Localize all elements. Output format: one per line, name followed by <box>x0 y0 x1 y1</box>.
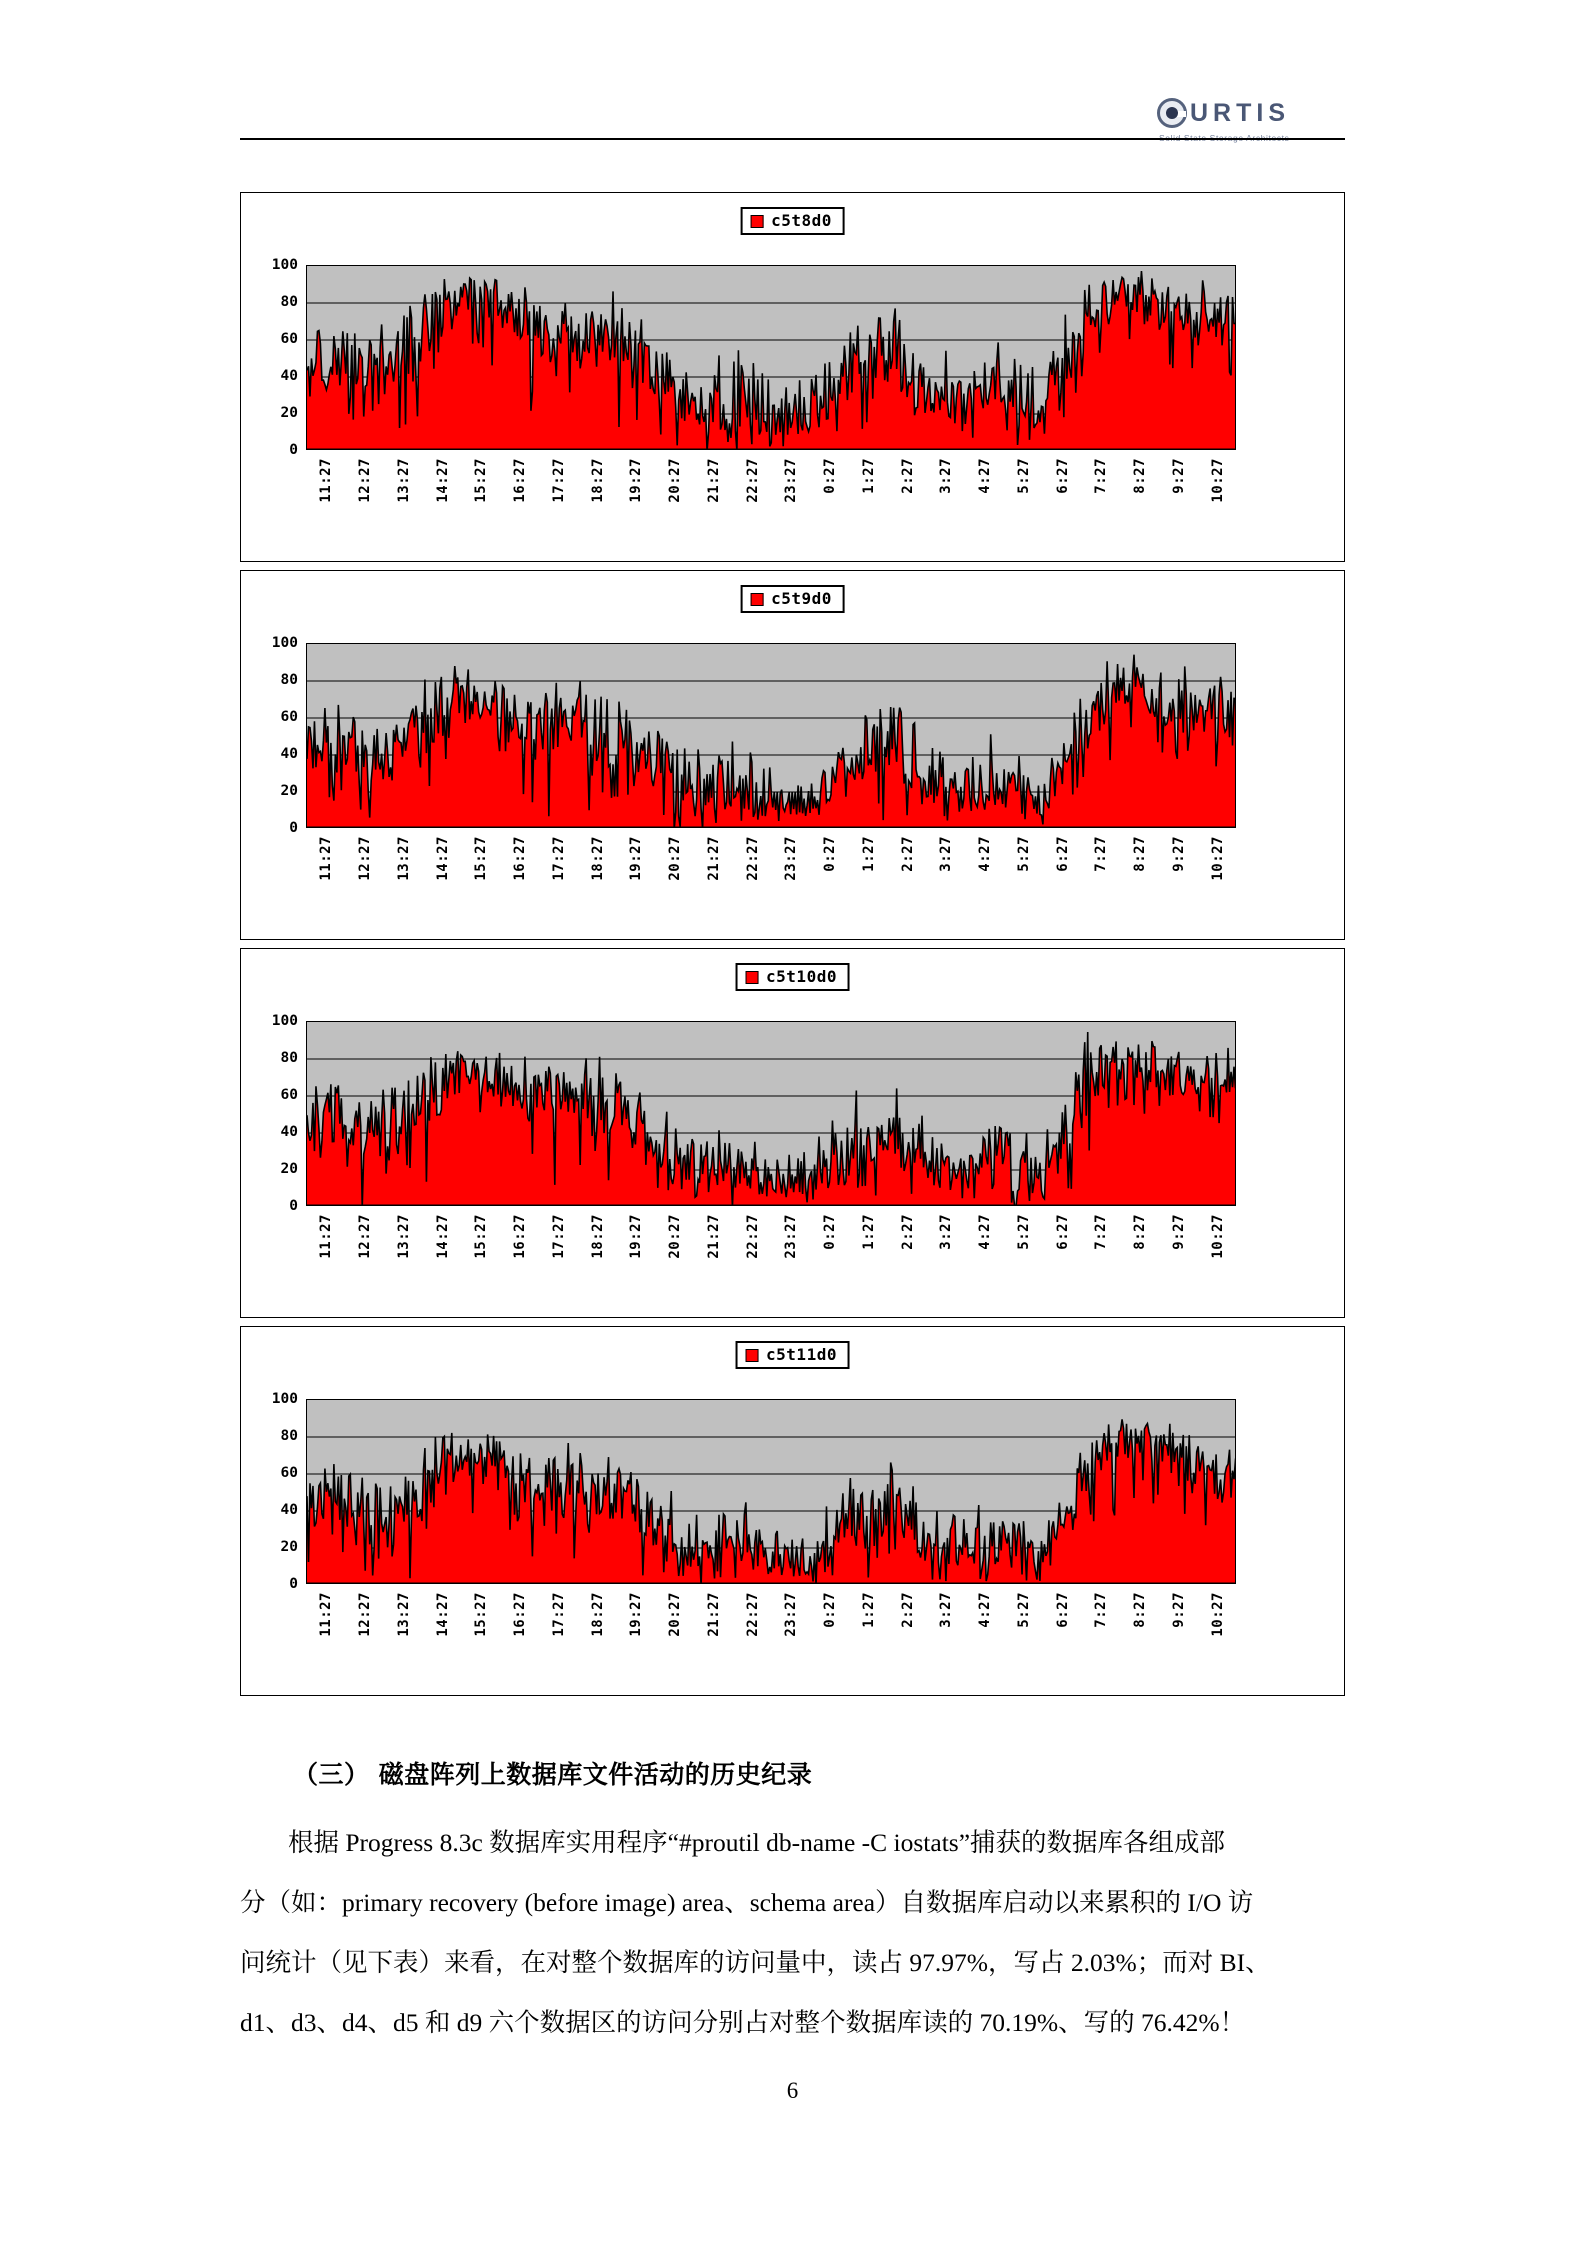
chart-plot-svg <box>307 1022 1236 1206</box>
legend-label: c5t11d0 <box>766 1345 837 1364</box>
x-axis-tick: 3:27 <box>938 1592 955 1628</box>
y-axis-tick: 20 <box>280 1539 298 1555</box>
x-axis-tick: 18:27 <box>589 1592 606 1637</box>
x-axis-tick: 3:27 <box>938 836 955 872</box>
x-axis-tick: 7:27 <box>1093 1592 1110 1628</box>
chart-inner <box>241 1327 1344 1695</box>
y-axis-tick: 100 <box>271 635 298 651</box>
x-axis-tick: 3:27 <box>938 458 955 494</box>
x-axis-tick: 10:27 <box>1209 458 1226 503</box>
x-axis-tick: 6:27 <box>1054 458 1071 494</box>
y-axis-tick: 0 <box>289 820 298 836</box>
x-axis-tick: 6:27 <box>1054 836 1071 872</box>
x-axis-tick: 4:27 <box>977 1214 994 1250</box>
x-axis-labels <box>306 1592 1236 1662</box>
x-axis-tick: 11:27 <box>318 458 335 503</box>
x-axis-tick: 14:27 <box>434 1214 451 1259</box>
x-axis-tick: 18:27 <box>589 458 606 503</box>
x-axis-tick: 13:27 <box>395 1592 412 1637</box>
x-axis-tick: 21:27 <box>705 1592 722 1637</box>
legend-swatch-icon <box>750 593 763 606</box>
legend-swatch-icon <box>750 215 763 228</box>
x-axis-tick: 5:27 <box>1015 458 1032 494</box>
x-axis-tick: 21:27 <box>705 458 722 503</box>
x-axis-tick: 8:27 <box>1132 458 1149 494</box>
legend-label: c5t9d0 <box>771 589 832 608</box>
y-axis-labels <box>238 635 298 836</box>
x-axis-tick: 22:27 <box>744 1214 761 1259</box>
x-axis-tick: 13:27 <box>395 458 412 503</box>
chart-panel-c5t11d0 <box>240 1326 1345 1696</box>
x-axis-tick: 20:27 <box>667 836 684 881</box>
x-axis-tick: 1:27 <box>860 836 877 872</box>
plot-area <box>306 265 1236 450</box>
x-axis-tick: 16:27 <box>512 836 529 881</box>
plot-area <box>306 1399 1236 1584</box>
y-axis-labels <box>238 1013 298 1214</box>
x-axis-tick: 15:27 <box>473 1592 490 1637</box>
x-axis-tick: 11:27 <box>318 836 335 881</box>
x-axis-tick: 8:27 <box>1132 836 1149 872</box>
x-axis-labels <box>306 1214 1236 1284</box>
x-axis-tick: 0:27 <box>822 1592 839 1628</box>
legend-label: c5t8d0 <box>771 211 832 230</box>
x-axis-tick: 7:27 <box>1093 458 1110 494</box>
chart-inner <box>241 571 1344 939</box>
x-axis-tick: 23:27 <box>783 836 800 881</box>
x-axis-tick: 12:27 <box>357 1214 374 1259</box>
paragraph-line: 分（如：primary recovery (before image) area、schema area）自数据库启动以来累积的 I/O 访 <box>240 1888 1254 1917</box>
x-axis-tick: 10:27 <box>1209 1592 1226 1637</box>
x-axis-tick: 4:27 <box>977 458 994 494</box>
x-axis-tick: 16:27 <box>512 458 529 503</box>
x-axis-tick: 23:27 <box>783 1592 800 1637</box>
x-axis-tick: 15:27 <box>473 836 490 881</box>
chart-plot-svg <box>307 266 1236 450</box>
y-axis-tick: 20 <box>280 405 298 421</box>
y-axis-tick: 40 <box>280 1502 298 1518</box>
y-axis-tick: 60 <box>280 1465 298 1481</box>
x-axis-tick: 20:27 <box>667 1214 684 1259</box>
x-axis-tick: 7:27 <box>1093 1214 1110 1250</box>
y-axis-tick: 100 <box>271 1013 298 1029</box>
x-axis-tick: 6:27 <box>1054 1214 1071 1250</box>
x-axis-labels <box>306 836 1236 906</box>
logo-wordmark <box>1157 96 1377 130</box>
x-axis-labels <box>306 458 1236 528</box>
x-axis-tick: 17:27 <box>550 1214 567 1259</box>
y-axis-tick: 60 <box>280 331 298 347</box>
x-axis-tick: 2:27 <box>899 1592 916 1628</box>
x-axis-tick: 19:27 <box>628 1214 645 1259</box>
x-axis-tick: 13:27 <box>395 1214 412 1259</box>
chart-plot-svg <box>307 1400 1236 1584</box>
x-axis-tick: 21:27 <box>705 1214 722 1259</box>
chart-panel-c5t10d0 <box>240 948 1345 1318</box>
legend-swatch-icon <box>745 971 758 984</box>
page-number: 6 <box>786 2078 799 2103</box>
y-axis-labels <box>238 1391 298 1592</box>
y-axis-tick: 0 <box>289 442 298 458</box>
x-axis-tick: 7:27 <box>1093 836 1110 872</box>
x-axis-tick: 19:27 <box>628 1592 645 1637</box>
chart-legend <box>735 1341 850 1369</box>
x-axis-tick: 10:27 <box>1209 1214 1226 1259</box>
y-axis-tick: 40 <box>280 368 298 384</box>
chart-panel-c5t8d0 <box>240 192 1345 562</box>
x-axis-tick: 22:27 <box>744 836 761 881</box>
y-axis-tick: 40 <box>280 746 298 762</box>
y-axis-tick: 20 <box>280 1161 298 1177</box>
x-axis-tick: 15:27 <box>473 1214 490 1259</box>
x-axis-tick: 5:27 <box>1015 1214 1032 1250</box>
x-axis-tick: 1:27 <box>860 458 877 494</box>
chart-legend <box>740 585 845 613</box>
x-axis-tick: 20:27 <box>667 458 684 503</box>
y-axis-tick: 60 <box>280 709 298 725</box>
x-axis-tick: 2:27 <box>899 458 916 494</box>
chart-legend <box>735 963 850 991</box>
plot-area <box>306 1021 1236 1206</box>
legend-swatch-icon <box>745 1349 758 1362</box>
x-axis-tick: 16:27 <box>512 1214 529 1259</box>
x-axis-tick: 14:27 <box>434 836 451 881</box>
x-axis-tick: 1:27 <box>860 1592 877 1628</box>
x-axis-tick: 22:27 <box>744 458 761 503</box>
y-axis-tick: 40 <box>280 1124 298 1140</box>
x-axis-tick: 11:27 <box>318 1592 335 1637</box>
x-axis-tick: 11:27 <box>318 1214 335 1259</box>
paragraph-line: 问统计（见下表）来看，在对整个数据库的访问量中，读占 97.97%，写占 2.03%；而对 BI、 <box>240 1948 1271 1977</box>
y-axis-tick: 80 <box>280 294 298 310</box>
chart-inner <box>241 949 1344 1317</box>
x-axis-tick: 17:27 <box>550 458 567 503</box>
x-axis-tick: 1:27 <box>860 1214 877 1250</box>
x-axis-tick: 9:27 <box>1170 836 1187 872</box>
x-axis-tick: 2:27 <box>899 836 916 872</box>
x-axis-tick: 5:27 <box>1015 1592 1032 1628</box>
x-axis-tick: 17:27 <box>550 836 567 881</box>
x-axis-tick: 16:27 <box>512 1592 529 1637</box>
x-axis-tick: 0:27 <box>822 1214 839 1250</box>
paragraph-line: 根据 Progress 8.3c 数据库实用程序“#proutil db-name -C iostats”捕获的数据库各组成部 <box>288 1828 1226 1857</box>
x-axis-tick: 6:27 <box>1054 1592 1071 1628</box>
y-axis-labels <box>238 257 298 458</box>
y-axis-tick: 100 <box>271 257 298 273</box>
x-axis-tick: 12:27 <box>357 458 374 503</box>
x-axis-tick: 23:27 <box>783 458 800 503</box>
paragraph-line: d1、d3、d4、d5 和 d9 六个数据区的访问分别占对整个数据库读的 70.19%、写的 76.42%！ <box>240 2008 1246 2037</box>
x-axis-tick: 0:27 <box>822 836 839 872</box>
curtis-logo <box>1157 96 1377 143</box>
x-axis-tick: 10:27 <box>1209 836 1226 881</box>
x-axis-tick: 21:27 <box>705 836 722 881</box>
x-axis-tick: 0:27 <box>822 458 839 494</box>
x-axis-tick: 14:27 <box>434 458 451 503</box>
x-axis-tick: 22:27 <box>744 1592 761 1637</box>
section-heading: （三） 磁盘阵列上数据库文件活动的历史纪录 <box>293 1760 813 1789</box>
x-axis-tick: 5:27 <box>1015 836 1032 872</box>
y-axis-tick: 20 <box>280 783 298 799</box>
x-axis-tick: 8:27 <box>1132 1214 1149 1250</box>
legend-label: c5t10d0 <box>766 967 837 986</box>
x-axis-tick: 12:27 <box>357 836 374 881</box>
x-axis-tick: 17:27 <box>550 1592 567 1637</box>
y-axis-tick: 80 <box>280 672 298 688</box>
x-axis-tick: 18:27 <box>589 1214 606 1259</box>
x-axis-tick: 12:27 <box>357 1592 374 1637</box>
chart-plot-svg <box>307 644 1236 828</box>
y-axis-tick: 0 <box>289 1576 298 1592</box>
x-axis-tick: 23:27 <box>783 1214 800 1259</box>
plot-area <box>306 643 1236 828</box>
x-axis-tick: 4:27 <box>977 1592 994 1628</box>
curtis-c-logo-icon <box>1157 98 1187 128</box>
header-divider <box>240 138 1345 140</box>
x-axis-tick: 15:27 <box>473 458 490 503</box>
x-axis-tick: 9:27 <box>1170 1592 1187 1628</box>
x-axis-tick: 8:27 <box>1132 1592 1149 1628</box>
x-axis-tick: 20:27 <box>667 1592 684 1637</box>
logo-letters: URTIS <box>1190 99 1290 127</box>
y-axis-tick: 60 <box>280 1087 298 1103</box>
x-axis-tick: 19:27 <box>628 458 645 503</box>
x-axis-tick: 19:27 <box>628 836 645 881</box>
page-header <box>0 0 1585 140</box>
x-axis-tick: 2:27 <box>899 1214 916 1250</box>
x-axis-tick: 14:27 <box>434 1592 451 1637</box>
y-axis-tick: 0 <box>289 1198 298 1214</box>
y-axis-tick: 100 <box>271 1391 298 1407</box>
chart-panel-c5t9d0 <box>240 570 1345 940</box>
y-axis-tick: 80 <box>280 1050 298 1066</box>
x-axis-tick: 3:27 <box>938 1214 955 1250</box>
x-axis-tick: 4:27 <box>977 836 994 872</box>
chart-inner <box>241 193 1344 561</box>
chart-legend <box>740 207 845 235</box>
x-axis-tick: 9:27 <box>1170 1214 1187 1250</box>
y-axis-tick: 80 <box>280 1428 298 1444</box>
x-axis-tick: 18:27 <box>589 836 606 881</box>
x-axis-tick: 9:27 <box>1170 458 1187 494</box>
x-axis-tick: 13:27 <box>395 836 412 881</box>
